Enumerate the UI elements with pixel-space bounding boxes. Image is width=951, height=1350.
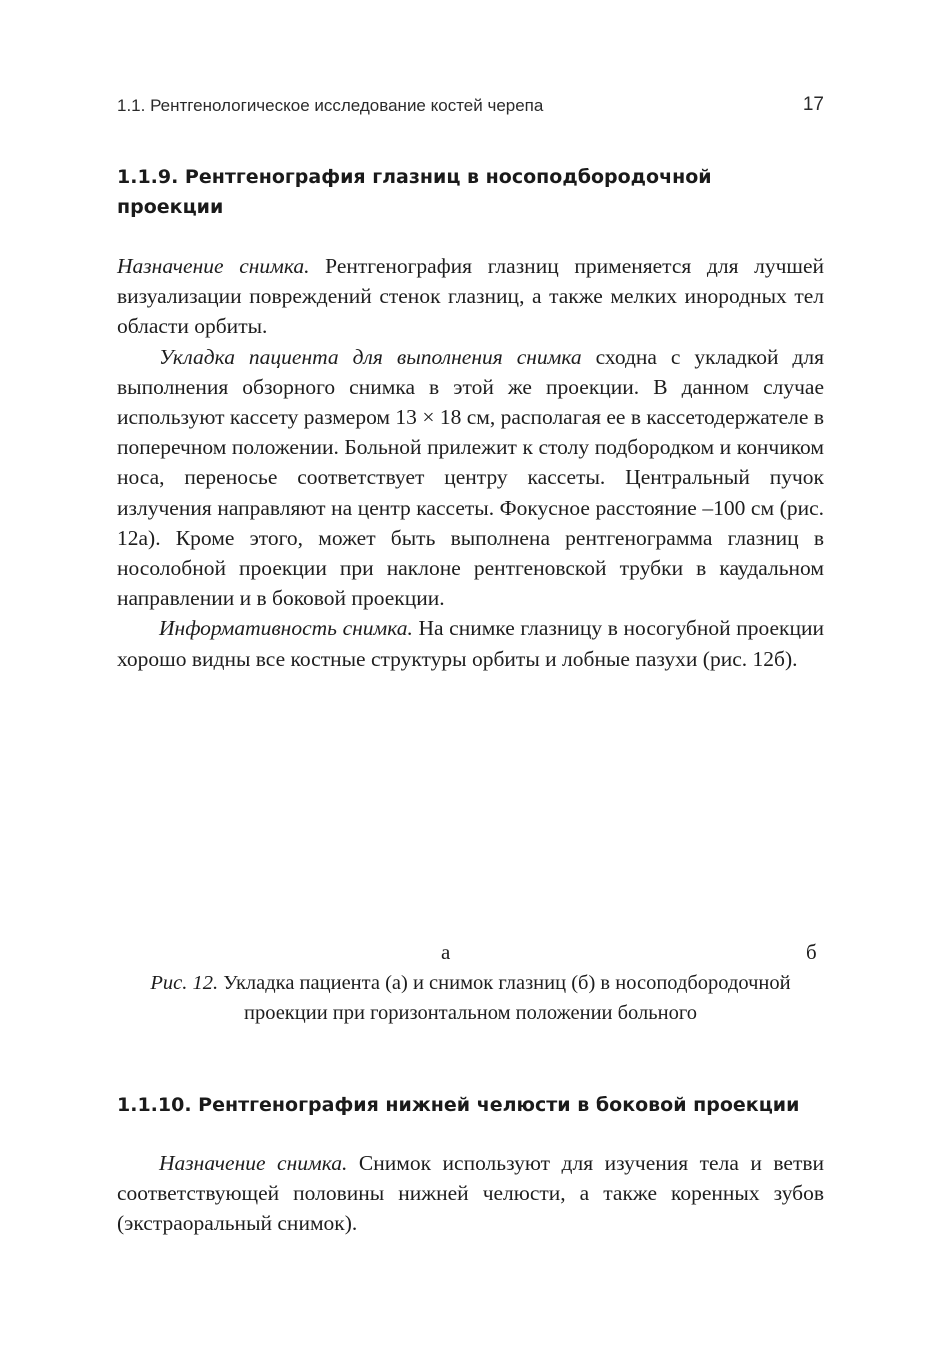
figure-label-b: б — [806, 940, 817, 964]
running-title: 1.1. Рентгенологическое исследование костей черепа — [117, 96, 544, 115]
section-2-body — [117, 1148, 824, 1239]
paragraph-positioning — [117, 342, 824, 614]
caption-label: Рис. 12. — [150, 972, 219, 994]
paragraph-purpose — [117, 251, 824, 342]
figure-caption — [117, 968, 824, 1028]
heading-line-1: 1.1.9. Рентгенография глазниц в носоподбородочной — [117, 166, 712, 188]
paragraph-text: На снимке глазницу в носогубной проекции хорошо видны все костные структуры орбиты и лобные пазухи (рис. 12б). — [117, 616, 824, 671]
section-1-body — [117, 251, 824, 674]
paragraph-label: Назначение снимка. — [117, 254, 310, 278]
paragraph-text: сходна с укладкой для выполнения обзорного снимка в этой же проекции. В данном случае используют кассету размером 13 × 18 см, располагая ее в кассетодержателе в поперечном положении. Больной прилежит к столу подбородком и кончиком носа, переносье соответствует центру кассеты. Центральный пучок излучения направляют на центр кассеты. Фокусное расстояние –100 см (рис. 12а). Кроме этого, может быть выполнена рентгенограмма глазниц в носолобной проекции при наклоне рентгеновской трубки в каудальном направлении и в боковой проекции. — [117, 344, 824, 611]
paragraph-purpose-2 — [117, 1148, 824, 1239]
section-heading-1-1-10: 1.1.10. Рентгенография нижней челюсти в боковой проекции — [117, 1094, 800, 1116]
paragraph-informativeness — [117, 613, 824, 673]
caption-line-1 — [117, 968, 824, 998]
paragraph-text: Снимок используют для изучения тела и ветви соответствующей половины нижней челюсти, а также коренных зубов (экстраоральный снимок). — [117, 1151, 824, 1236]
section-heading-1-1-9 — [117, 162, 824, 222]
caption-text-1: Укладка пациента (а) и снимок глазниц (б) в носоподбородочной — [218, 972, 791, 994]
heading-line-2: проекции — [117, 196, 224, 218]
figure-label-a: а — [441, 940, 451, 964]
paragraph-label: Назначение снимка. — [159, 1151, 348, 1175]
caption-line-2: проекции при горизонтальном положении больного — [243, 1002, 697, 1024]
paragraph-label: Информативность снимка. — [159, 616, 413, 641]
running-header — [117, 96, 824, 116]
page-number: 17 — [802, 94, 824, 115]
figure-12-image-area — [117, 708, 824, 933]
paragraph-text: Рентгенография глазниц применяется для лучшей визуализации повреждений стенок глазниц, а также мелких инородных тел области орбиты. — [117, 254, 824, 339]
paragraph-label: Укладка пациента для выполнения снимка — [159, 344, 582, 369]
